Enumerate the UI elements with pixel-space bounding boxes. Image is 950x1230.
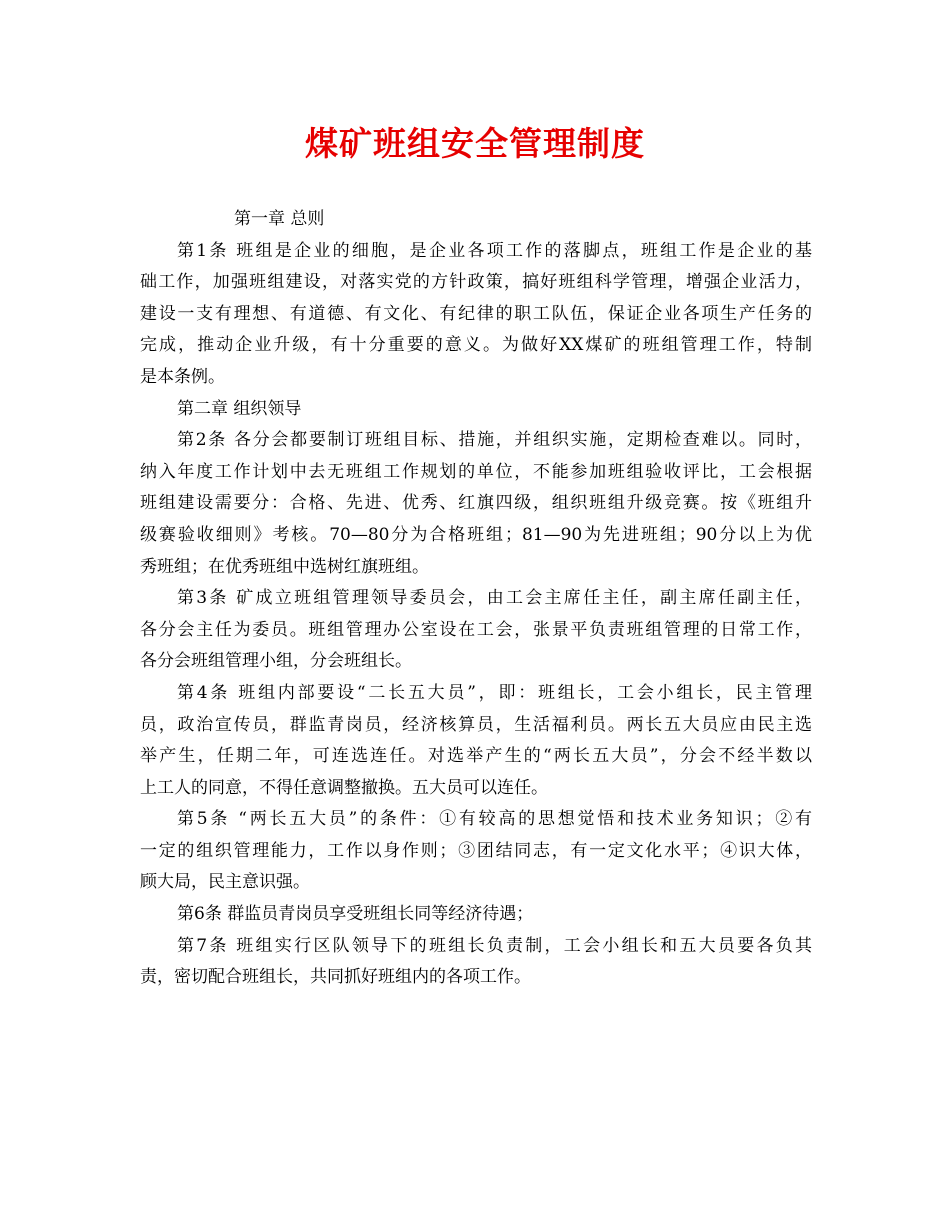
article-1: [140, 236, 812, 394]
paragraph-line: 第2条 各分会都要制订班组目标、措施，并组织实施，定期检查难以。同时，: [177, 430, 812, 451]
paragraph-line: 第4条 班组内部要设“二长五大员”，即：班组长，工会小组长，民主管理: [177, 682, 812, 703]
paragraph-line: 一定的组织管理能力，工作以身作则；③团结同志，有一定文化水平；④识大体，: [140, 840, 812, 861]
chapter-1-heading: 第一章 总则: [234, 209, 325, 229]
paragraph-line: 各分会主任为委员。班组管理办公室设在工会，张景平负责班组管理的日常工作，: [140, 619, 812, 640]
paragraph-line: 举产生，任期二年，可连选连任。对选举产生的“两长五大员”，分会不经半数以: [140, 746, 812, 767]
paragraph-line: 班组建设需要分：合格、先进、优秀、红旗四级，组织班组升级竞赛。按《班组升: [140, 493, 812, 514]
paragraph-line: 秀班组；在优秀班组中选树红旗班组。: [140, 556, 429, 577]
paragraph-line: 第7条 班组实行区队领导下的班组长负责制，工会小组长和五大员要各负其: [177, 935, 812, 956]
article-2: [140, 425, 812, 583]
paragraph-line: 各分会班组管理小组，分会班组长。: [140, 651, 412, 672]
paragraph-line: 第3条 矿成立班组管理领导委员会，由工会主席任主任，副主席任副主任，: [177, 588, 812, 609]
paragraph-line: 上工人的同意，不得任意调整撤换。五大员可以连任。: [140, 777, 548, 798]
paragraph-line: 级赛验收细则》考核。70—80分为合格班组；81—90为先进班组；90分以上为优: [140, 524, 812, 545]
paragraph-line: 第5条 “两长五大员”的条件：①有较高的思想觉悟和技术业务知识；②有: [177, 809, 812, 830]
paragraph-line: 第1条 班组是企业的细胞，是企业各项工作的落脚点，班组工作是企业的基: [177, 240, 812, 261]
chapter-2-heading: 第二章 组织领导: [177, 398, 302, 419]
article-3: [140, 583, 812, 678]
article-5: [140, 804, 812, 899]
article-6: [140, 899, 812, 931]
paragraph-line: 纳入年度工作计划中去无班组工作规划的单位，不能参加班组验收评比，工会根据: [140, 461, 812, 482]
paragraph-line: 完成，推动企业升级，有十分重要的意义。为做好XX煤矿的班组管理工作，特制: [140, 335, 812, 356]
article-7: [140, 931, 812, 994]
paragraph-line: 建设一支有理想、有道德、有文化、有纪律的职工队伍，保证企业各项生产任务的: [140, 303, 812, 324]
paragraph-line: 责，密切配合班组长，共同抓好班组内的各项工作。: [140, 967, 531, 988]
document-body: [140, 204, 812, 994]
paragraph-line: 第6条 群监员青岗员享受班组长同等经济待遇；: [177, 904, 534, 925]
article-4: [140, 678, 812, 804]
paragraph-line: 员，政治宣传员，群监青岗员，经济核算员，生活福利员。两长五大员应由民主选: [140, 714, 812, 735]
paragraph-line: 是本条例。: [140, 366, 225, 387]
paragraph-line: 础工作，加强班组建设，对落实党的方针政策，搞好班组科学管理，增强企业活力，: [140, 272, 812, 293]
document-title: 煤矿班组安全管理制度: [305, 124, 645, 163]
paragraph-line: 顾大局，民主意识强。: [140, 872, 310, 893]
